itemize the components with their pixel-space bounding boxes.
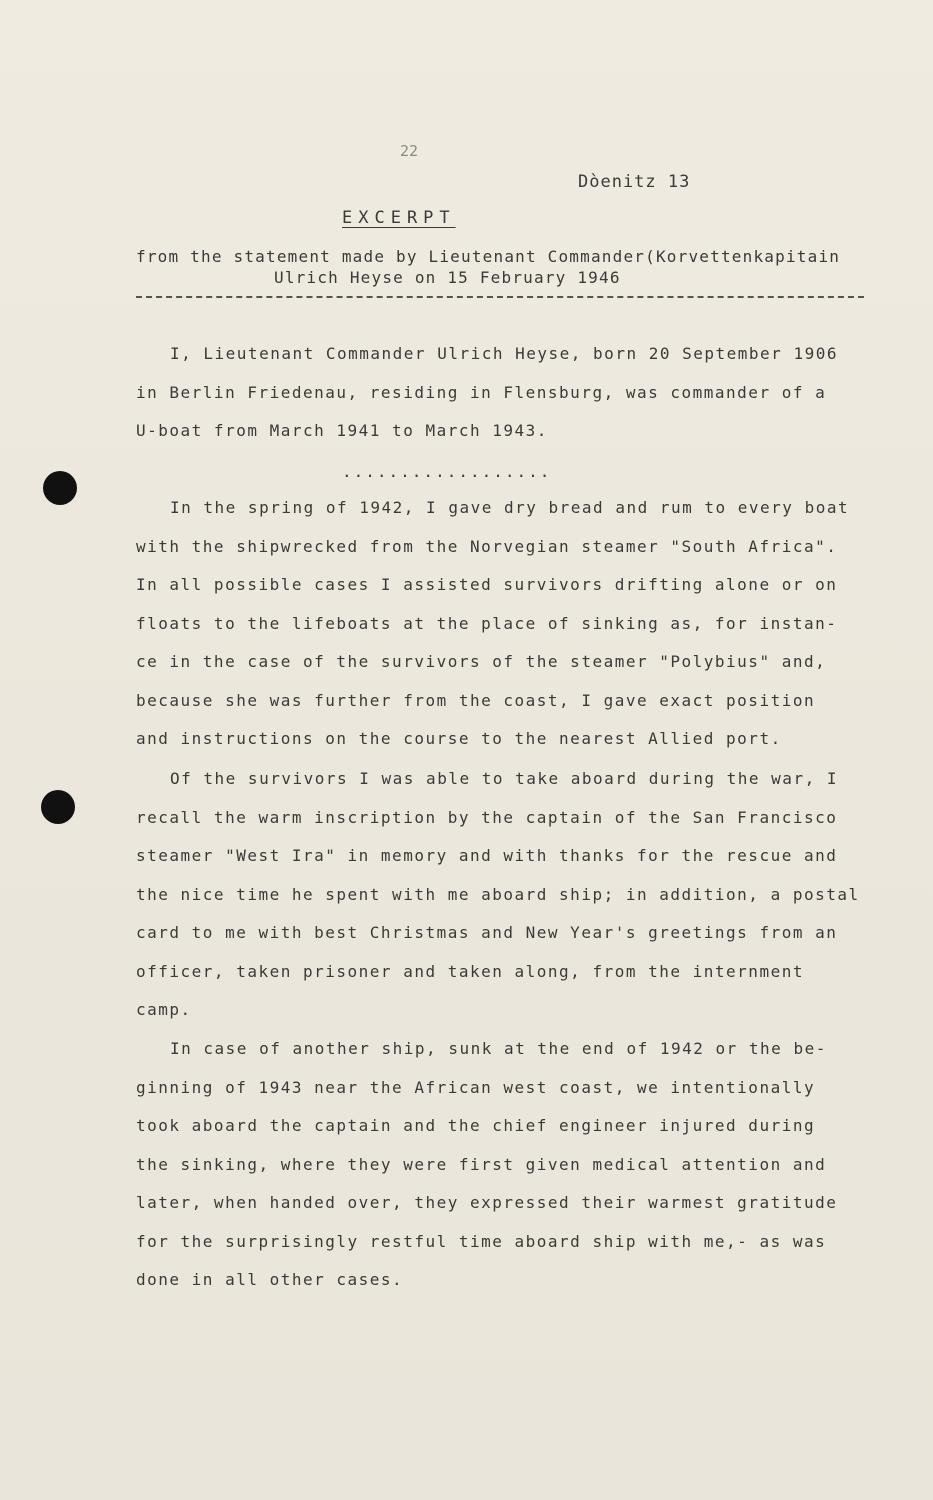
document-subtitle [136,246,896,288]
document-title: EXCERPT [342,208,456,228]
text-line: officer, taken prisoner and taken along, from the internment [136,961,804,981]
text-line: recall the warm inscription by the captain of the San Francisco [136,807,838,827]
punch-hole [41,790,75,824]
paragraph-intro [136,335,881,451]
text-line: done in all other cases. [136,1270,404,1289]
paragraph-spring-1942 [136,489,881,759]
text-line: floats to the lifeboats at the place of sinking as, for instan- [136,613,838,633]
document-reference: Dòenitz 13 [578,172,691,192]
page-number: 22 [400,142,419,160]
dashed-rule [136,296,864,298]
subtitle-line: from the statement made by Lieutenant Commander(Korvettenkapitain [136,247,841,266]
text-line: Of the survivors I was able to take aboard during the war, I [170,769,838,788]
text-line: ginning of 1943 near the African west coast, we intentionally [136,1077,816,1097]
text-line: in Berlin Friedenau, residing in Flensburg, was commander of a [136,382,827,402]
text-line: camp. [136,1000,192,1019]
text-line: ce in the case of the survivors of the steamer "Polybius" and, [136,652,827,671]
paragraph-survivors [136,760,881,1030]
text-line: U-boat from March 1941 to March 1943. [136,421,548,440]
text-line: the sinking, where they were first given medical attention and [136,1154,827,1174]
text-line: I, Lieutenant Commander Ulrich Heyse, born 20 September 1906 [170,344,838,363]
text-line: In all possible cases I assisted survivors drifting alone or on [136,575,838,594]
section-separator: .................. [342,462,552,481]
text-line: took aboard the captain and the chief engineer injured during [136,1116,816,1135]
text-line: later, when handed over, they expressed their warmest gratitude [136,1193,838,1212]
subtitle-line: Ulrich Heyse on 15 February 1946 [274,268,621,287]
text-line: card to me with best Christmas and New Year's greetings from an [136,923,838,942]
paragraph-another-ship [136,1030,881,1300]
text-line: the nice time he spent with me aboard ship; in addition, a postal [136,884,860,904]
text-line: because she was further from the coast, I gave exact position [136,690,816,710]
text-line: steamer "West Ira" in memory and with thanks for the rescue and [136,846,838,865]
text-line: with the shipwrecked from the Norvegian steamer "South Africa". [136,536,838,556]
text-line: In case of another ship, sunk at the end of 1942 or the be- [170,1039,827,1058]
text-line: In the spring of 1942, I gave dry bread and rum to every boat [170,498,850,517]
text-line: for the surprisingly restful time aboard ship with me,- as was [136,1231,827,1251]
text-line: and instructions on the course to the nearest Allied port. [136,729,782,748]
punch-hole [43,471,77,505]
